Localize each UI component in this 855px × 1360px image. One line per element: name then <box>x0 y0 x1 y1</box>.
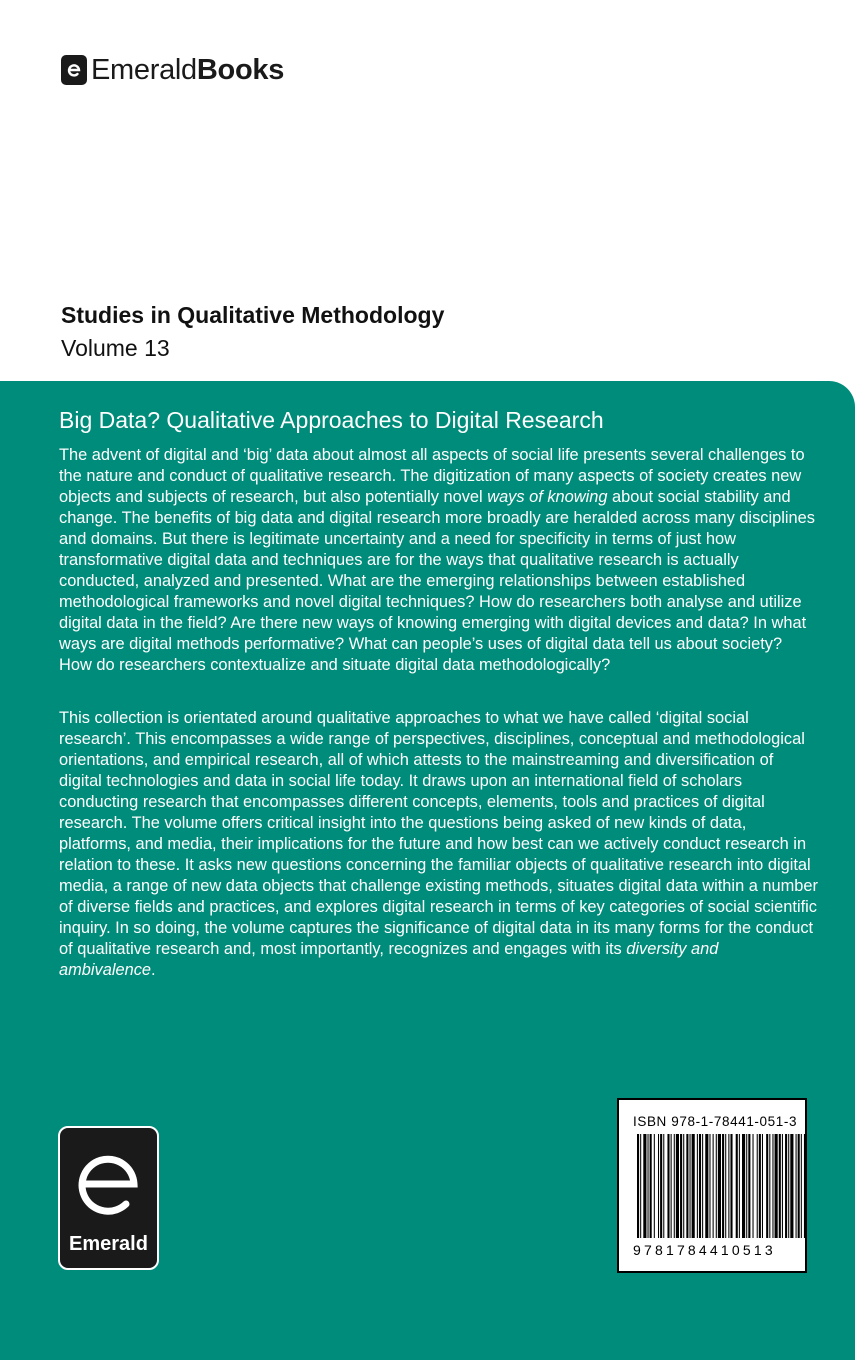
barcode-bar <box>748 1134 750 1238</box>
barcode-bar <box>759 1134 761 1238</box>
barcode-bar <box>702 1134 703 1238</box>
emerald-emblem <box>58 1126 159 1270</box>
p1-text-b: about social stability and change. The benefits of big data and digital research more broadly are heralded across many disciplines and domains. But there is legitimate uncertainty and a need for specificity in terms of just how transformative digital data and techniques are for the ways that qualitative research is actually conducted, analyzed and presented. What are the emerging relationships between established methodological frameworks and novel digital techniques? How do researchers both analyse and utilize digital data in the field? Are there new ways of knowing emerging with digital devices and data? In what ways are digital methods performative? What can people’s uses of digital data tell us about society? How do researchers contextualize and situate digital data methodologically? <box>59 488 815 674</box>
p1-emphasis: ways of knowing <box>487 488 608 506</box>
barcode-bars <box>637 1134 805 1238</box>
barcode-bar <box>676 1134 679 1238</box>
brand-bold-text: Books <box>196 53 285 86</box>
barcode-bar <box>746 1134 747 1238</box>
barcode-bar <box>801 1134 802 1238</box>
barcode-bar <box>686 1134 688 1238</box>
barcode-bar <box>725 1134 726 1238</box>
barcode-bar <box>798 1134 800 1238</box>
isbn-label: ISBN 978-1-78441-051-3 <box>633 1114 798 1129</box>
cover-top-area <box>0 0 855 382</box>
barcode-bar <box>709 1134 710 1238</box>
p2-text-a: This collection is orientated around qualitative approaches to what we have called ‘digital social research’. This encompasses a wide range of perspectives, disciplines, conceptual and methodological orientations, and empirical research, all of which attests to the mainstreaming and diversification of digital technologies and data in social life today. It draws upon an international field of scholars conducting research that encompasses different concepts, elements, tools and practices of digital research. The volume offers critical insight into the questions being asked of new kinds of data, platforms, and media, their implications for the future and how best can we actively conduct research in relation to these. It asks new questions concerning the familiar objects of qualitative research into digital media, a range of new data objects that challenge existing methods, situates digital data within a number of diverse fields and practices, and explores digital research in terms of key categories of social scientific inquiry. In so doing, the volume captures the significance of digital data in its many forms for the conduct of qualitative research and, most importantly, recognizes and engages with its <box>59 709 818 958</box>
barcode-bar <box>796 1134 797 1238</box>
emerald-logo-icon <box>61 55 87 85</box>
barcode-bar <box>640 1134 641 1238</box>
description-paragraph-2 <box>59 708 819 981</box>
barcode-bar <box>782 1134 783 1238</box>
barcode-bar <box>648 1134 649 1238</box>
ean-digits: 9781784410513 <box>633 1242 776 1258</box>
series-volume: Volume 13 <box>61 335 170 361</box>
book-title: Big Data? Qualitative Approaches to Digital Research <box>59 407 604 433</box>
barcode-bar <box>705 1134 708 1238</box>
description-paragraph-1 <box>59 445 819 676</box>
emblem-wordmark: Emerald <box>69 1233 148 1255</box>
barcode-bar <box>769 1134 770 1238</box>
barcode-bar <box>730 1134 732 1238</box>
barcode-bar <box>753 1134 754 1238</box>
p2-text-b: . <box>151 961 156 979</box>
barcode-bar <box>762 1134 763 1238</box>
barcode-bar <box>728 1134 729 1238</box>
barcode-bar <box>650 1134 652 1238</box>
barcode-bar <box>690 1134 691 1238</box>
barcode-bar <box>637 1134 639 1238</box>
barcode-bar <box>779 1134 781 1238</box>
barcode-bar <box>739 1134 740 1238</box>
barcode-bar <box>683 1134 684 1238</box>
barcode-bar <box>697 1134 698 1238</box>
p1-text-a: The advent of digital and ‘big’ data about almost all aspects of social life presents several challenges to the nature and conduct of qualitative research. The digitization of many aspects of society creates new objects and subjects of research, but also potentially novel <box>59 446 805 506</box>
barcode-bar <box>671 1134 672 1238</box>
brand-light-text: Emerald <box>91 53 197 86</box>
barcode-bar <box>658 1134 659 1238</box>
barcode-bar <box>660 1134 662 1238</box>
p2-emphasis: diversity and ambivalence <box>59 940 719 979</box>
barcode-bar <box>699 1134 701 1238</box>
barcode-bar <box>766 1134 768 1238</box>
brand-wordmark <box>91 53 285 86</box>
barcode-bar <box>742 1134 745 1238</box>
barcode-bar <box>788 1134 789 1238</box>
barcode-bar <box>757 1134 758 1238</box>
barcode-bar <box>643 1134 646 1238</box>
barcode-bar <box>785 1134 787 1238</box>
publisher-brand <box>61 53 284 87</box>
emerald-e-icon <box>60 1134 157 1234</box>
barcode-bar <box>718 1134 721 1238</box>
barcode-bar <box>736 1134 738 1238</box>
barcode-bar <box>804 1134 805 1238</box>
barcode-bar <box>667 1134 669 1238</box>
barcode-bar <box>680 1134 682 1238</box>
barcode-bar <box>775 1134 778 1238</box>
barcode-bar <box>716 1134 717 1238</box>
barcode-bar <box>654 1134 655 1238</box>
series-name: Studies in Qualitative Methodology <box>61 302 445 328</box>
barcode-bar <box>790 1134 793 1238</box>
isbn-barcode <box>617 1098 807 1273</box>
barcode-bar <box>772 1134 773 1238</box>
barcode-bar <box>663 1134 664 1238</box>
barcode-bar <box>674 1134 675 1238</box>
barcode-bar <box>692 1134 695 1238</box>
barcode-bar <box>713 1134 714 1238</box>
barcode-bar <box>722 1134 724 1238</box>
